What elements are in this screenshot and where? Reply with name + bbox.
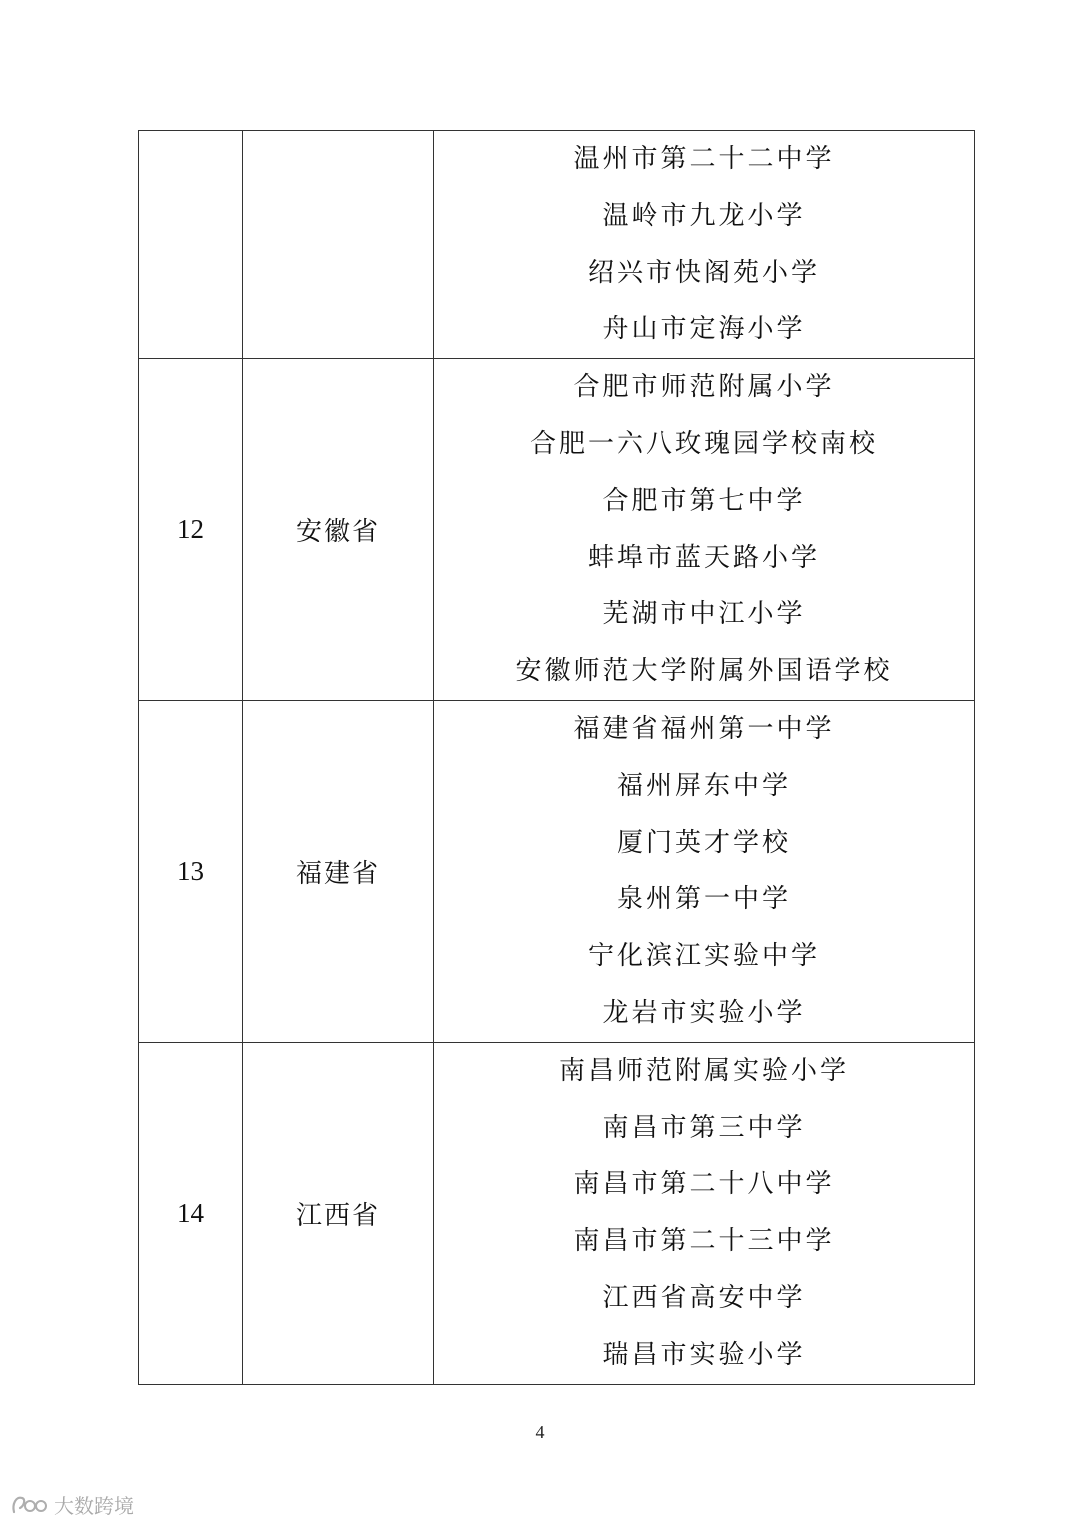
school-name: 瑞昌市实验小学 bbox=[602, 1339, 806, 1370]
school-name: 舟山市定海小学 bbox=[602, 314, 806, 345]
watermark bbox=[10, 1490, 134, 1519]
school-name: 合肥市第七中学 bbox=[602, 485, 806, 516]
school-name: 厦门英才学校 bbox=[616, 827, 791, 858]
school-name: 合肥一六八玫瑰园学校南校 bbox=[529, 428, 878, 459]
school-name: 南昌市第二十三中学 bbox=[573, 1226, 835, 1257]
table-row bbox=[139, 700, 975, 1042]
row-number bbox=[139, 131, 243, 359]
school-name: 泉州第一中学 bbox=[616, 884, 791, 915]
province-name: 安徽省 bbox=[243, 359, 434, 701]
school-name: 江西省高安中学 bbox=[602, 1282, 806, 1313]
table-row bbox=[139, 359, 975, 701]
school-name: 温岭市九龙小学 bbox=[602, 200, 806, 231]
school-name: 福州屏东中学 bbox=[616, 770, 791, 801]
table-row bbox=[139, 1042, 975, 1384]
school-list-cell bbox=[434, 1042, 975, 1384]
watermark-text: 大数跨境 bbox=[54, 1494, 134, 1518]
school-list-cell bbox=[434, 359, 975, 701]
province-name: 福建省 bbox=[243, 700, 434, 1042]
school-name: 蚌埠市蓝天路小学 bbox=[587, 542, 820, 573]
logo-icon bbox=[10, 1492, 48, 1518]
school-name: 芜湖市中江小学 bbox=[602, 599, 806, 630]
school-name: 南昌师范附属实验小学 bbox=[558, 1055, 849, 1086]
school-name: 宁化滨江实验中学 bbox=[587, 941, 820, 972]
province-name bbox=[243, 131, 434, 359]
school-name: 绍兴市快阁苑小学 bbox=[587, 257, 820, 288]
school-name: 合肥市师范附属小学 bbox=[573, 372, 835, 403]
school-name: 温州市第二十二中学 bbox=[573, 144, 835, 174]
school-name: 南昌市第三中学 bbox=[602, 1112, 806, 1143]
school-name: 龙岩市实验小学 bbox=[602, 997, 806, 1028]
school-name: 南昌市第二十八中学 bbox=[573, 1169, 835, 1200]
page-number: 4 bbox=[535, 1422, 545, 1442]
school-name: 安徽师范大学附属外国语学校 bbox=[515, 656, 893, 687]
row-number: 13 bbox=[139, 700, 243, 1042]
province-name: 江西省 bbox=[243, 1042, 434, 1384]
school-list-cell bbox=[434, 131, 975, 359]
school-name: 福建省福州第一中学 bbox=[573, 713, 835, 744]
row-number: 14 bbox=[139, 1042, 243, 1384]
row-number: 12 bbox=[139, 359, 243, 701]
school-list-cell bbox=[434, 700, 975, 1042]
table-row bbox=[139, 131, 975, 359]
school-list-table bbox=[138, 130, 975, 1385]
